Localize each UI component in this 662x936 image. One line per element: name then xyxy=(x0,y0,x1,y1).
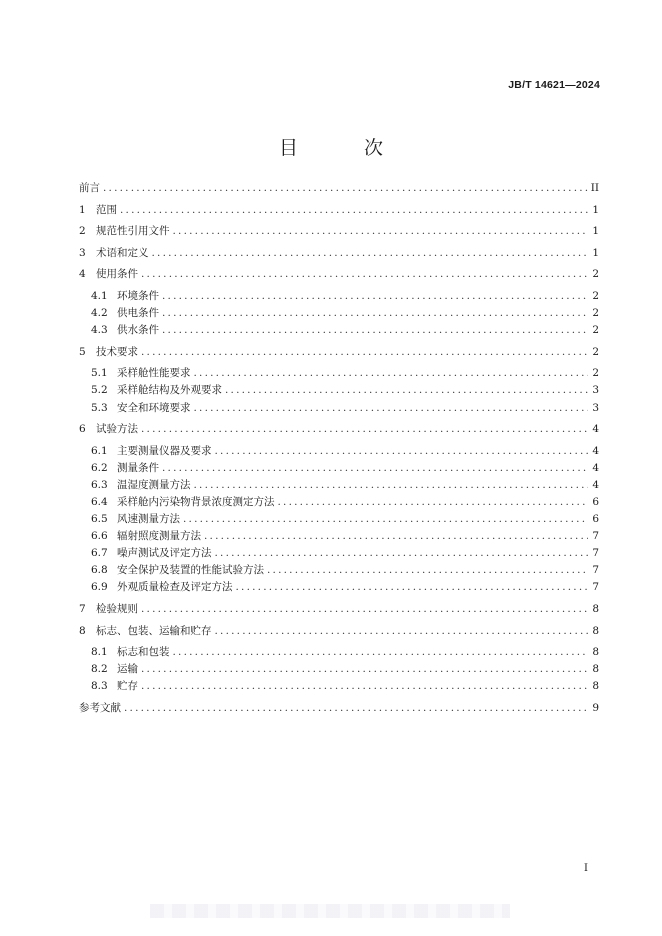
toc-leader-dots xyxy=(124,702,588,714)
toc-entry-number: 5.1 xyxy=(91,367,108,380)
toc-entry-title: 采样舱性能要求 xyxy=(117,367,191,380)
toc-entry-title: 技术要求 xyxy=(96,345,138,358)
toc-entry-page: 2 xyxy=(592,268,599,281)
toc-entry[interactable] xyxy=(79,202,599,224)
toc-entry-number: 6.3 xyxy=(91,478,108,491)
toc-entry-page: 6 xyxy=(592,513,599,526)
toc-entry-page: 8 xyxy=(592,624,599,637)
toc-entry-page: 2 xyxy=(592,307,599,320)
toc-leader-dots xyxy=(120,204,588,216)
toc-entry-title: 噪声测试及评定方法 xyxy=(117,547,212,560)
toc-entry[interactable] xyxy=(79,661,599,678)
toc-leader-dots xyxy=(162,462,588,474)
toc-entry-number: 4 xyxy=(79,268,86,281)
toc-entry-title: 供电条件 xyxy=(117,307,159,320)
toc-entry-page: 8 xyxy=(592,646,599,659)
toc-entry-page: 2 xyxy=(592,345,599,358)
toc-entry-number: 6 xyxy=(79,423,86,436)
toc-entry[interactable] xyxy=(79,700,599,722)
toc-entry-number: 5.3 xyxy=(91,401,108,414)
toc-entry-number: 5.2 xyxy=(91,384,108,397)
toc-leader-dots xyxy=(236,581,589,593)
toc-entry-number: 8 xyxy=(79,624,86,637)
toc-entry-title: 参考文献 xyxy=(79,702,121,715)
toc-entry-number: 5 xyxy=(79,345,86,358)
toc-leader-dots xyxy=(278,496,589,508)
toc-entry-page: 2 xyxy=(592,367,599,380)
toc-entry-number: 1 xyxy=(79,203,86,216)
toc-leader-dots xyxy=(141,680,588,692)
toc-entry-page: 9 xyxy=(592,702,599,715)
toc-leader-dots xyxy=(194,367,589,379)
toc-entry[interactable] xyxy=(79,288,599,305)
toc-entry-title: 规范性引用文件 xyxy=(96,225,170,238)
toc-entry-title: 采样舱结构及外观要求 xyxy=(117,384,222,397)
toc-entry[interactable] xyxy=(79,545,599,562)
toc-entry-title: 检验规则 xyxy=(96,603,138,616)
toc-leader-dots xyxy=(103,182,588,194)
toc-leader-dots xyxy=(267,564,588,576)
toc-entry-number: 4.3 xyxy=(91,324,108,337)
document-code: JB/T 14621—2024 xyxy=(508,79,600,91)
toc-entry[interactable] xyxy=(79,382,599,399)
toc-entry-page: 7 xyxy=(592,547,599,560)
toc-leader-dots xyxy=(141,603,588,615)
toc-entry-title: 辐射照度测量方法 xyxy=(117,530,201,543)
toc-entry-page: 1 xyxy=(592,246,599,259)
toc-leader-dots xyxy=(141,423,588,435)
toc-entry[interactable] xyxy=(79,322,599,344)
toc-entry-page: 4 xyxy=(592,478,599,491)
toc-entry-number: 4.2 xyxy=(91,307,108,320)
toc-entry-title: 温湿度测量方法 xyxy=(117,478,191,491)
toc-entry-page: 3 xyxy=(592,401,599,414)
toc-leader-dots xyxy=(162,290,588,302)
toc-entry-title: 外观质量检查及评定方法 xyxy=(117,581,233,594)
toc-entry-page: 4 xyxy=(592,423,599,436)
toc-entry-number: 8.1 xyxy=(91,646,108,659)
toc-entry-page: 8 xyxy=(592,603,599,616)
toc-leader-dots xyxy=(173,225,589,237)
toc-entry-page: 7 xyxy=(592,530,599,543)
toc-entry-title: 主要测量仪器及要求 xyxy=(117,444,212,457)
toc-leader-dots xyxy=(194,402,589,414)
toc-entry-number: 4.1 xyxy=(91,289,108,302)
toc-leader-dots xyxy=(215,547,589,559)
toc-entry-page: 7 xyxy=(592,581,599,594)
page-title: 目 次 xyxy=(278,137,414,159)
toc-leader-dots xyxy=(173,646,589,658)
toc-entry[interactable] xyxy=(79,344,599,366)
toc-entry-number: 6.5 xyxy=(91,513,108,526)
toc-entry-number: 6.7 xyxy=(91,547,108,560)
toc-entry-page: 3 xyxy=(592,384,599,397)
toc-entry-page: 1 xyxy=(592,225,599,238)
toc-leader-dots xyxy=(141,663,588,675)
toc-leader-dots xyxy=(215,625,589,637)
toc-entry-page: 4 xyxy=(592,461,599,474)
toc-leader-dots xyxy=(204,530,588,542)
toc-entry[interactable] xyxy=(79,443,599,460)
toc-entry-title: 供水条件 xyxy=(117,324,159,337)
toc-entry[interactable] xyxy=(79,460,599,477)
toc-entry-title: 环境条件 xyxy=(117,289,159,302)
toc-entry-number: 6.8 xyxy=(91,564,108,577)
watermark xyxy=(150,904,510,918)
toc-entry-number: 6.6 xyxy=(91,530,108,543)
toc-entry[interactable] xyxy=(79,678,599,700)
toc-entry[interactable] xyxy=(79,511,599,528)
toc-entry-number: 6.9 xyxy=(91,581,108,594)
toc-entry-title: 前言 xyxy=(79,182,100,194)
toc-entry-number: 7 xyxy=(79,603,86,616)
toc-entry-number: 8.3 xyxy=(91,680,108,693)
toc-entry-number: 2 xyxy=(79,225,86,238)
table-of-contents xyxy=(79,180,599,722)
toc-entry[interactable] xyxy=(79,623,599,645)
toc-entry-title: 贮存 xyxy=(117,680,138,693)
toc-leader-dots xyxy=(183,513,588,525)
toc-entry[interactable] xyxy=(79,477,599,494)
toc-entry-page: 1 xyxy=(592,203,599,216)
toc-entry-number: 6.2 xyxy=(91,461,108,474)
toc-entry[interactable] xyxy=(79,494,599,511)
toc-entry-number: 6.1 xyxy=(91,444,108,457)
toc-leader-dots xyxy=(152,247,589,259)
toc-entry[interactable] xyxy=(79,245,599,267)
toc-entry[interactable] xyxy=(79,400,599,422)
toc-entry-number: 6.4 xyxy=(91,496,108,508)
toc-entry-number: 3 xyxy=(79,246,86,259)
toc-entry-title: 安全和环境要求 xyxy=(117,401,191,414)
toc-entry-page: 8 xyxy=(592,663,599,676)
toc-entry-title: 风速测量方法 xyxy=(117,513,180,526)
toc-leader-dots xyxy=(141,268,588,280)
toc-entry-title: 试验方法 xyxy=(96,423,138,436)
toc-leader-dots xyxy=(215,445,589,457)
toc-entry[interactable] xyxy=(79,644,599,661)
toc-entry-title: 使用条件 xyxy=(96,268,138,281)
toc-entry[interactable] xyxy=(79,180,599,202)
toc-entry-page: 4 xyxy=(592,444,599,457)
toc-leader-dots xyxy=(141,346,588,358)
toc-entry[interactable] xyxy=(79,421,599,443)
toc-entry-title: 标志和包装 xyxy=(117,646,170,659)
toc-entry[interactable] xyxy=(79,223,599,245)
toc-leader-dots xyxy=(194,479,589,491)
toc-leader-dots xyxy=(225,384,588,396)
toc-leader-dots xyxy=(162,307,588,319)
toc-entry-title: 范围 xyxy=(96,203,117,216)
toc-entry-title: 术语和定义 xyxy=(96,246,149,259)
toc-entry-page: 7 xyxy=(592,564,599,577)
toc-entry-number: 8.2 xyxy=(91,663,108,676)
toc-entry-page: 8 xyxy=(592,680,599,693)
toc-entry-title: 标志、包装、运输和贮存 xyxy=(96,624,212,637)
toc-entry-title: 安全保护及装置的性能试验方法 xyxy=(117,564,264,577)
toc-entry[interactable] xyxy=(79,266,599,288)
toc-entry-page: II xyxy=(590,182,599,194)
toc-entry-title: 采样舱内污染物背景浓度测定方法 xyxy=(117,496,275,508)
toc-entry-page: 2 xyxy=(592,324,599,337)
page-number: I xyxy=(584,863,588,874)
toc-leader-dots xyxy=(162,324,588,336)
toc-entry-page: 2 xyxy=(592,289,599,302)
toc-entry[interactable] xyxy=(79,579,599,601)
toc-entry[interactable] xyxy=(79,528,599,545)
toc-entry[interactable] xyxy=(79,305,599,322)
toc-entry-page: 6 xyxy=(592,496,599,508)
toc-entry[interactable] xyxy=(79,601,599,623)
toc-entry[interactable] xyxy=(79,365,599,382)
toc-entry-title: 测量条件 xyxy=(117,461,159,474)
toc-entry[interactable] xyxy=(79,562,599,579)
toc-entry-title: 运输 xyxy=(117,663,138,676)
